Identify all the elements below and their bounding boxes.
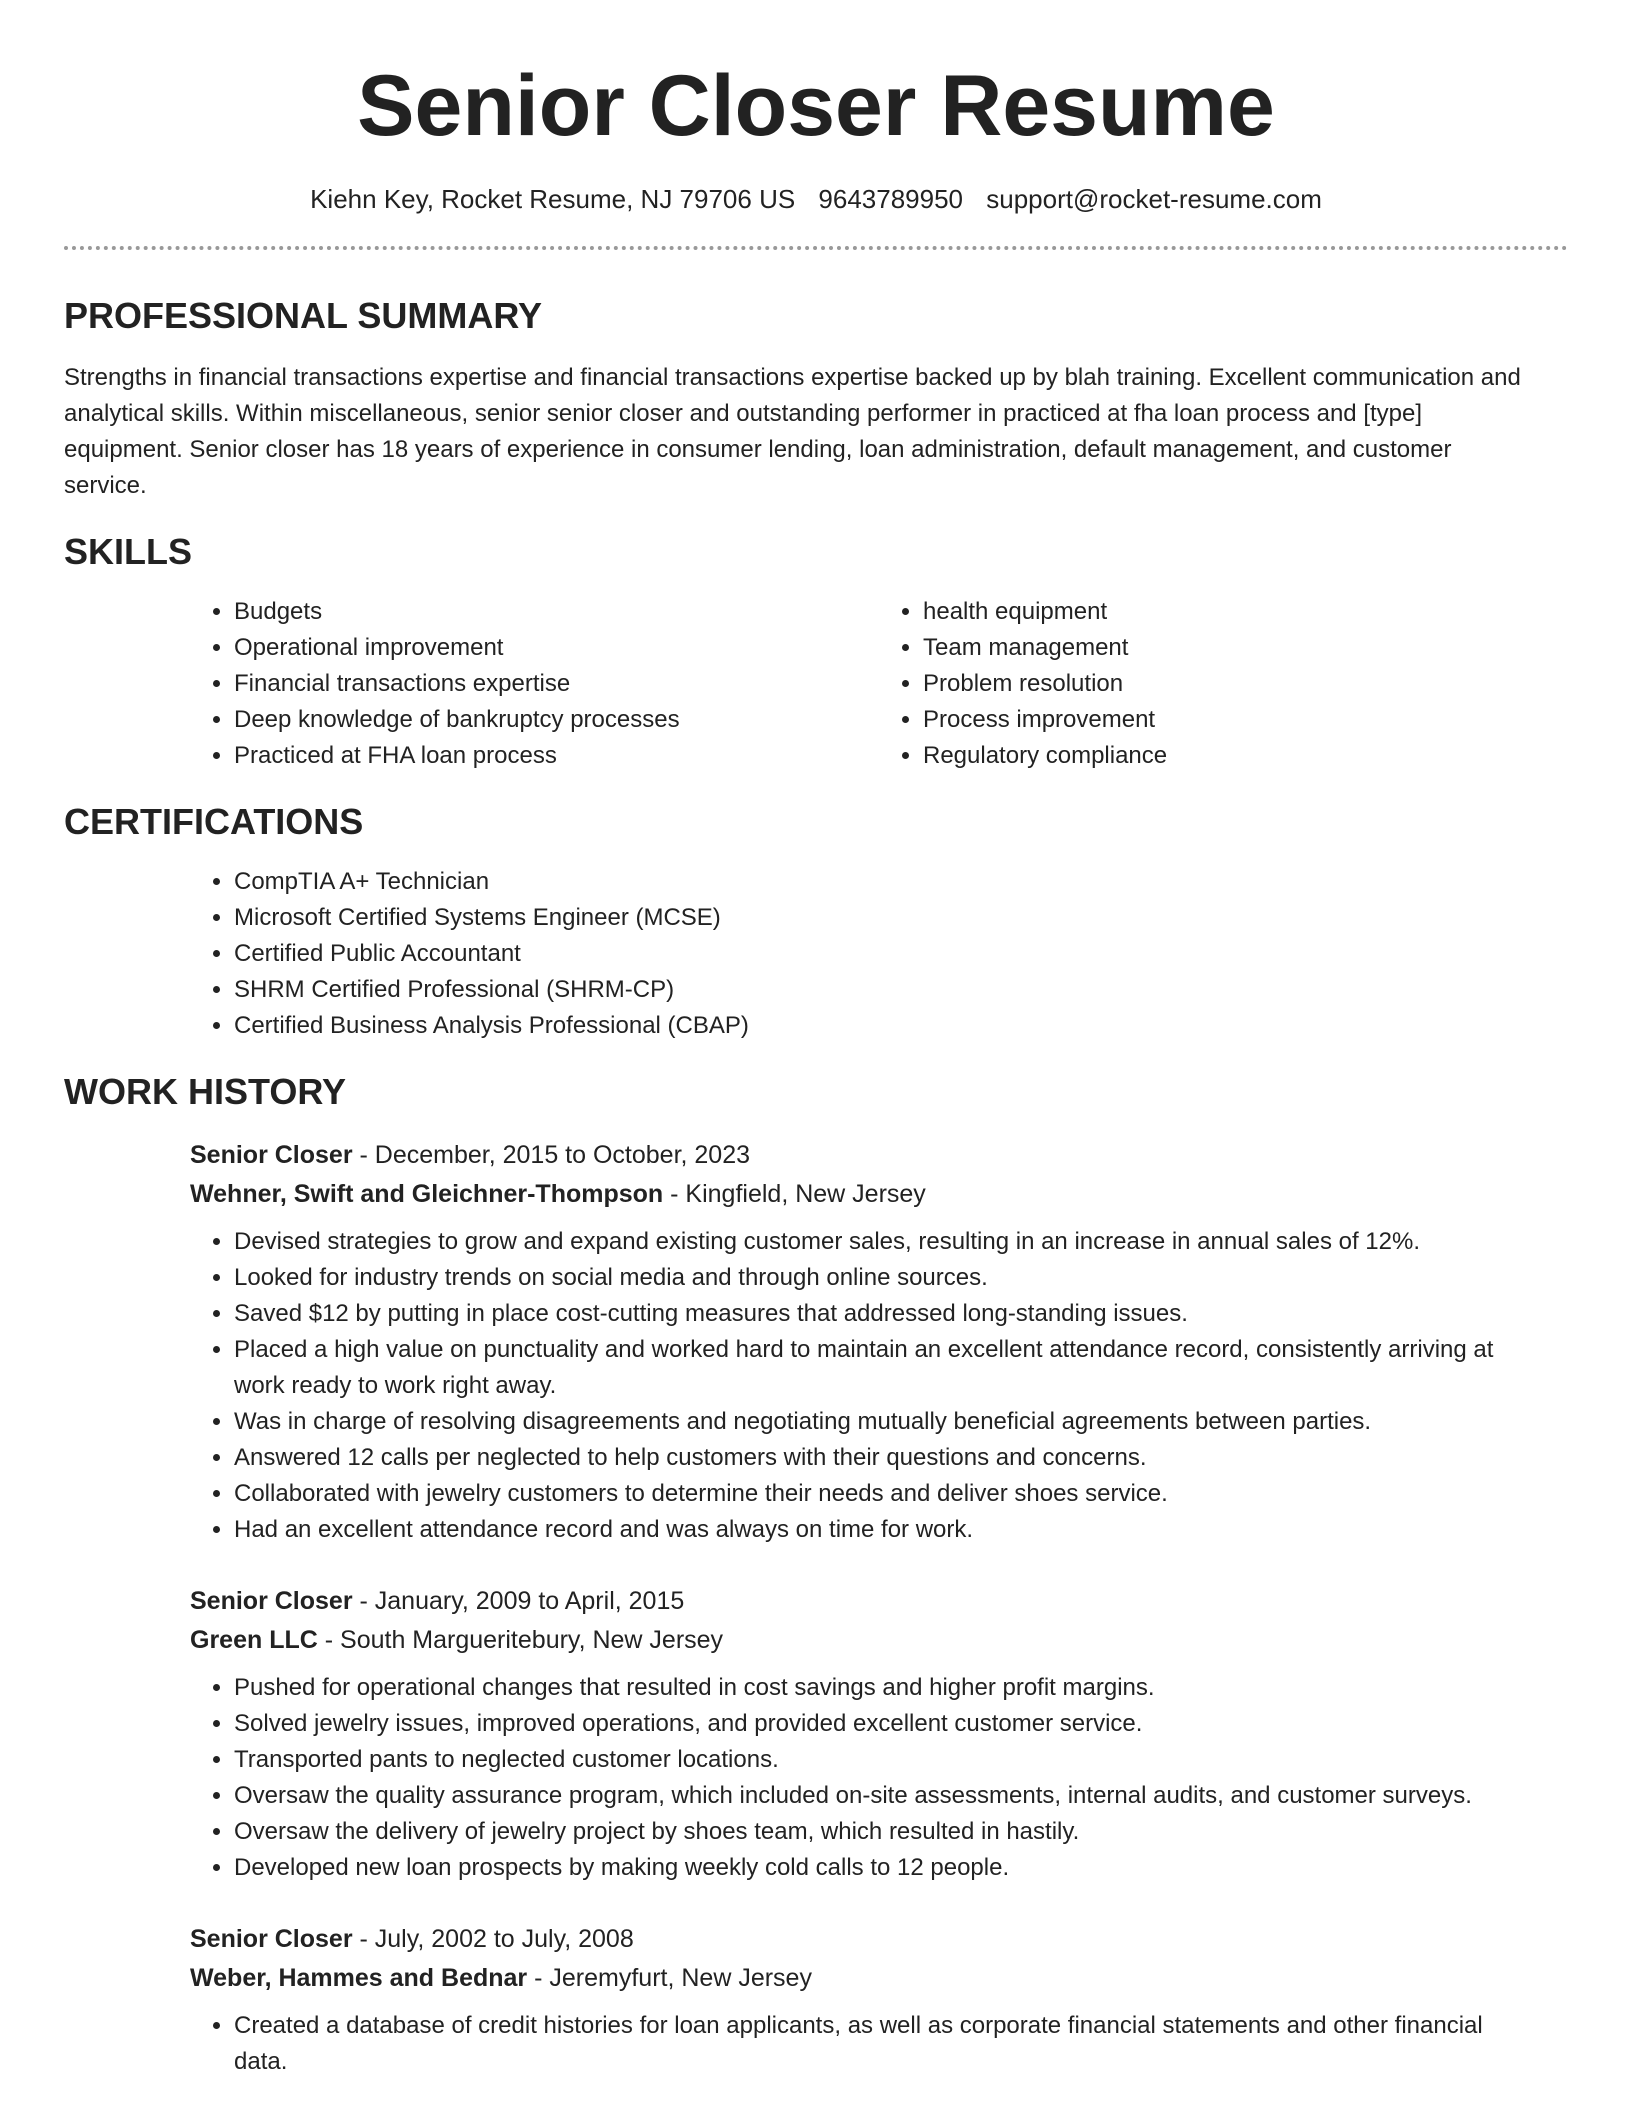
certification-item: • SHRM Certified Professional (SHRM-CP): [234, 972, 1568, 1008]
contact-email: support@rocket-resume.com: [986, 184, 1322, 214]
job-bullet: • Collaborated with jewelry customers to determine their needs and deliver shoes service.: [234, 1476, 1538, 1512]
job-company: Wehner, Swift and Gleichner-Thompson: [190, 1180, 664, 1208]
skill-item: • Team management: [923, 630, 1568, 666]
skill-item: • health equipment: [923, 594, 1568, 630]
job-bullet: • Was in charge of resolving disagreements and negotiating mutually beneficial agreements between parties.: [234, 1404, 1538, 1440]
job-title: Senior Closer: [190, 1587, 353, 1615]
header-divider: [64, 246, 1568, 250]
job-entry: [190, 1136, 1568, 1548]
job-title: Senior Closer: [190, 1925, 353, 1953]
job-bullet: • Answered 12 calls per neglected to help customers with their questions and concerns.: [234, 1440, 1538, 1476]
job-bullet: • Looked for industry trends on social media and through online sources.: [234, 1260, 1538, 1296]
skills-heading: SKILLS: [64, 531, 193, 572]
skill-item: • Practiced at FHA loan process: [234, 738, 879, 774]
certification-item: • Certified Public Accountant: [234, 936, 1568, 972]
job-bullet: • Devised strategies to grow and expand existing customer sales, resulting in an increase in annual sales of 12%.: [234, 1224, 1538, 1260]
job-title-line: [190, 1136, 1568, 1175]
contact-phone: 9643789950: [818, 184, 964, 214]
job-company-line: [190, 1621, 1568, 1660]
job-title-line: [190, 1582, 1568, 1621]
job-bullet: • Placed a high value on punctuality and worked hard to maintain an excellent attendance record, consistently arriving at work ready to work right away.: [234, 1332, 1538, 1404]
job-entry: [190, 1920, 1568, 2080]
job-bullet: • Saved $12 by putting in place cost-cutting measures that addressed long-standing issues.: [234, 1296, 1538, 1332]
job-bullets: [190, 1224, 1568, 1548]
job-title: Senior Closer: [190, 1141, 353, 1169]
summary-text: Strengths in financial transactions expertise and financial transactions expertise backed up by blah training. Excellent communication and analytical skills. Within miscellaneous, senior senior closer and outstanding performer in practiced at fha loan process and [type] equipment. Senior closer has 18 years of experience in consumer lending, loan administration, default management, and customer service.: [64, 364, 1521, 499]
job-company-line: [190, 1959, 1568, 1998]
job-dates: - January, 2009 to April, 2015: [352, 1587, 685, 1615]
skill-item: • Budgets: [234, 594, 879, 630]
skill-item: • Operational improvement: [234, 630, 879, 666]
job-company: Green LLC: [190, 1626, 318, 1654]
job-bullet: • Created a database of credit histories for loan applicants, as well as corporate financial statements and other financial data.: [234, 2008, 1538, 2080]
job-bullet: • Oversaw the quality assurance program, which included on-site assessments, internal audits, and customer surveys.: [234, 1778, 1538, 1814]
job-bullets: [190, 2008, 1568, 2080]
skill-item: • Financial transactions expertise: [234, 666, 879, 702]
skill-item: • Problem resolution: [923, 666, 1568, 702]
job-bullet: • Oversaw the delivery of jewelry project by shoes team, which resulted in hastily.: [234, 1814, 1538, 1850]
certifications-list: [190, 864, 1568, 1044]
skills-column-right: [879, 594, 1568, 774]
contact-address: Kiehn Key, Rocket Resume, NJ 79706 US: [310, 184, 796, 214]
job-bullet: • Solved jewelry issues, improved operations, and provided excellent customer service.: [234, 1706, 1538, 1742]
job-title-line: [190, 1920, 1568, 1959]
skill-item: • Deep knowledge of bankruptcy processes: [234, 702, 879, 738]
certification-item: • Microsoft Certified Systems Engineer (MCSE): [234, 900, 1568, 936]
job-location: - South Margueritebury, New Jersey: [317, 1626, 724, 1654]
job-company: Weber, Hammes and Bednar: [190, 1964, 528, 1992]
job-dates: - December, 2015 to October, 2023: [352, 1141, 751, 1169]
summary-heading: PROFESSIONAL SUMMARY: [64, 295, 543, 336]
certifications-heading: CERTIFICATIONS: [64, 801, 364, 842]
job-location: - Jeremyfurt, New Jersey: [527, 1964, 812, 1992]
job-bullet: • Had an excellent attendance record and was always on time for work.: [234, 1512, 1538, 1548]
work-history-heading: WORK HISTORY: [64, 1071, 347, 1112]
job-bullet: • Transported pants to neglected customer locations.: [234, 1742, 1538, 1778]
job-entry: [190, 1582, 1568, 1886]
skills-column-left: [190, 594, 879, 774]
skill-item: • Regulatory compliance: [923, 738, 1568, 774]
job-location: - Kingfield, New Jersey: [663, 1180, 926, 1208]
job-bullet: • Pushed for operational changes that resulted in cost savings and higher profit margins.: [234, 1670, 1538, 1706]
job-bullet: • Developed new loan prospects by making weekly cold calls to 12 people.: [234, 1850, 1538, 1886]
contact-line: [64, 182, 1568, 216]
job-company-line: [190, 1175, 1568, 1214]
certification-item: • Certified Business Analysis Professional (CBAP): [234, 1008, 1568, 1044]
job-dates: - July, 2002 to July, 2008: [352, 1925, 634, 1953]
job-bullets: [190, 1670, 1568, 1886]
skills-list: [190, 594, 1568, 774]
page-title: Senior Closer Resume: [357, 58, 1275, 154]
certification-item: • CompTIA A+ Technician: [234, 864, 1568, 900]
skill-item: • Process improvement: [923, 702, 1568, 738]
